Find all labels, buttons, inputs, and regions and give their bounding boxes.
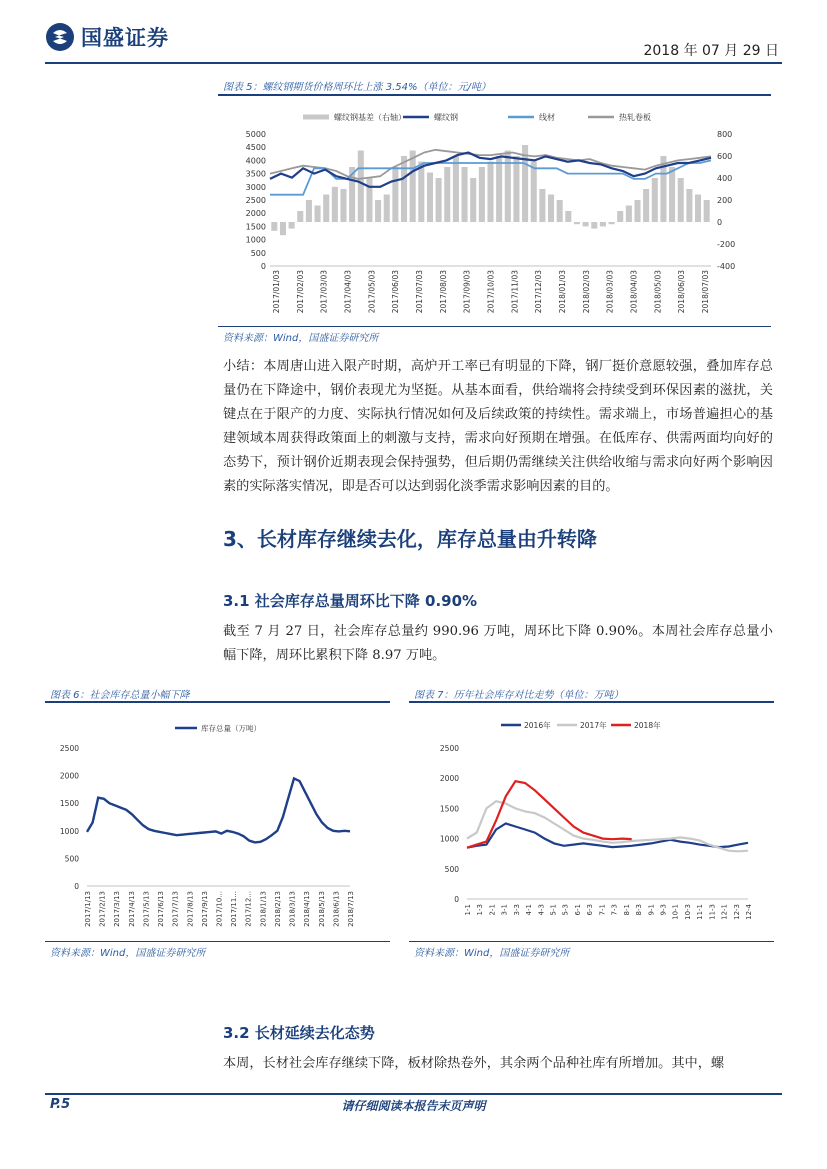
- legend-label-2: 线材: [539, 113, 555, 122]
- x-tick-label: 7-3: [610, 904, 619, 916]
- brand-logo-icon: [45, 22, 75, 52]
- y-tick: 1500: [59, 799, 79, 809]
- x-tick-label: 2018/7/13: [347, 891, 355, 927]
- basis-bar: [626, 206, 632, 223]
- x-tick-label: 2017/11/03: [510, 270, 520, 314]
- figure5-title: 图表 5：螺纹钢期货价格周环比上涨 3.54%（单位：元/吨）: [223, 82, 491, 93]
- y-tick-right: 600: [717, 152, 733, 161]
- x-tick-label: 2017/4/13: [127, 891, 136, 927]
- x-tick-label: 7-1: [598, 904, 607, 916]
- figure5-top-rule: [218, 94, 771, 96]
- x-tick-label: 2017/12/03: [534, 270, 544, 314]
- x-tick-label: 5-3: [561, 904, 570, 916]
- basis-bar: [280, 222, 286, 235]
- basis-bar: [522, 145, 528, 222]
- basis-bar: [427, 173, 433, 223]
- basis-bar: [617, 211, 623, 222]
- basis-bar: [470, 178, 476, 222]
- y-tick: 1500: [439, 804, 459, 814]
- legend-label-2: 2018年: [634, 721, 661, 730]
- y-tick-left: 4000: [245, 156, 266, 166]
- x-tick-label: 2017/09/03: [462, 270, 472, 314]
- x-tick-label: 2018/02/03: [581, 270, 591, 314]
- x-tick-label: 2017/08/03: [438, 270, 448, 314]
- x-tick-label: 2017/8/13: [186, 891, 195, 927]
- x-tick-label: 2-1: [488, 904, 497, 916]
- x-tick-label: 8-1: [622, 904, 631, 916]
- figure5-chart: [218, 100, 771, 322]
- x-tick-label: 2018/07/03: [701, 270, 710, 314]
- y-tick: 500: [64, 854, 79, 864]
- x-tick-label: 10-1: [671, 904, 680, 920]
- y-tick: 1000: [59, 826, 79, 836]
- basis-bar: [340, 189, 346, 222]
- basis-bar: [332, 187, 338, 222]
- basis-bar: [669, 167, 675, 222]
- basis-bar: [315, 206, 321, 223]
- basis-bar: [634, 200, 640, 222]
- x-tick-label: 2018/01/03: [558, 270, 567, 314]
- basis-bar: [401, 156, 407, 222]
- series-line-1: [467, 801, 748, 851]
- figure7-top-rule: [409, 701, 774, 703]
- figure5-bottom-rule: [218, 326, 771, 327]
- basis-bar: [487, 162, 493, 223]
- basis-bar: [557, 200, 563, 222]
- y-tick: 0: [74, 882, 79, 891]
- basis-bar: [686, 189, 692, 222]
- brand-logo: [45, 22, 169, 52]
- section3-heading: 3、长材库存继续去化，库存总量由升转降: [223, 527, 597, 551]
- y-tick-left: 1000: [245, 235, 266, 245]
- basis-bar: [609, 222, 615, 224]
- section32-paragraph: 本周，长材社会库存继续下降，板材除热卷外，其余两个品种社库有所增加。其中，螺: [223, 1056, 725, 1071]
- x-tick-label: 2018/06/03: [677, 270, 687, 314]
- basis-bar: [462, 167, 468, 222]
- basis-bar: [453, 156, 459, 222]
- x-tick-label: 2018/6/13: [332, 891, 341, 927]
- x-tick-label: 2017/07/03: [415, 270, 424, 314]
- x-tick-label: 2017/6/13: [157, 891, 166, 927]
- x-tick-label: 2018/1/13: [259, 891, 268, 927]
- figure5-source: 资料来源：Wind，国盛证券研究所: [223, 333, 379, 344]
- x-tick-label: 2018/04/03: [629, 270, 639, 314]
- y-tick-right: 0: [717, 218, 723, 227]
- basis-bar: [583, 222, 589, 226]
- y-tick-left: 0: [260, 262, 266, 271]
- x-tick-label: 12-4: [745, 904, 753, 920]
- y-tick: 0: [454, 895, 459, 904]
- y-tick: 2500: [439, 744, 459, 753]
- x-tick-label: 1-3: [476, 904, 485, 916]
- section32-heading: 3.2 长材延续去化态势: [223, 1024, 375, 1042]
- basis-bar: [323, 195, 329, 223]
- x-tick-label: 12-3: [732, 904, 741, 920]
- basis-bar: [297, 211, 303, 222]
- x-tick-label: 2018/05/03: [653, 270, 663, 314]
- x-tick-label: 2017/1/13: [84, 891, 92, 927]
- x-tick-label: 2017/06/03: [391, 270, 401, 314]
- x-tick-label: 2017/12...: [244, 891, 253, 927]
- basis-bar: [505, 151, 511, 223]
- y-tick-right: 200: [717, 196, 733, 205]
- y-tick: 2500: [59, 744, 79, 753]
- figure7-title: 图表 7：历年社会库存对比走势（单位：万吨）: [414, 690, 624, 701]
- x-tick-label: 2017/3/13: [113, 891, 122, 927]
- basis-bar: [704, 200, 710, 222]
- y-tick-right: -400: [717, 262, 736, 271]
- x-tick-label: 6-1: [573, 904, 582, 916]
- basis-bar: [565, 211, 571, 222]
- figure7-source: 资料来源：Wind，国盛证券研究所: [414, 948, 570, 959]
- y-tick-left: 2000: [245, 209, 266, 219]
- x-tick-label: 2017/11...: [230, 891, 239, 927]
- x-tick-label: 2017/2/13: [98, 891, 107, 927]
- figure6-title: 图表 6：社会库存总量小幅下降: [50, 690, 190, 701]
- x-tick-label: 2017/5/13: [142, 891, 151, 927]
- basis-bar: [418, 162, 424, 223]
- y-tick: 500: [444, 864, 459, 874]
- page-number: P.5: [50, 1097, 71, 1112]
- basis-bar: [496, 156, 502, 222]
- x-tick-label: 2017/7/13: [171, 891, 180, 927]
- basis-bar: [384, 195, 390, 223]
- basis-bar: [513, 156, 519, 222]
- basis-bar: [366, 178, 372, 222]
- basis-bar: [548, 195, 554, 223]
- y-tick-right: 400: [717, 174, 733, 183]
- y-tick: 2000: [439, 774, 459, 784]
- x-tick-label: 8-3: [635, 904, 644, 916]
- x-tick-label: 1-1: [464, 904, 472, 916]
- basis-bar: [289, 222, 295, 229]
- x-tick-label: 4-3: [537, 904, 546, 916]
- x-tick-label: 2018/03/03: [605, 270, 615, 314]
- basis-bar: [539, 189, 545, 222]
- basis-bar: [479, 167, 485, 222]
- disclaimer-note: 请仔细阅读本报告末页声明: [341, 1099, 486, 1113]
- x-tick-label: 9-3: [659, 904, 668, 916]
- y-tick: 1000: [439, 834, 459, 844]
- section31-heading: 3.1 社会库存总量周环比下降 0.90%: [223, 592, 478, 610]
- figure6-top-rule: [45, 701, 390, 703]
- x-tick-label: 11-1: [696, 904, 705, 920]
- figure7-bottom-rule: [409, 941, 774, 942]
- x-tick-label: 2017/03/03: [319, 270, 329, 314]
- y-tick-left: 4500: [245, 143, 266, 153]
- figure6-bottom-rule: [45, 941, 390, 942]
- basis-bar: [436, 178, 442, 222]
- x-tick-label: 11-3: [708, 904, 717, 920]
- basis-bar: [392, 167, 398, 222]
- basis-bar: [591, 222, 597, 229]
- basis-bar: [574, 222, 580, 224]
- x-tick-label: 2017/10/03: [486, 270, 496, 314]
- x-tick-label: 6-3: [586, 904, 595, 916]
- legend-label: 库存总量（万吨）: [201, 724, 261, 733]
- legend-label-0: 螺纹钢基差（右轴）: [334, 113, 406, 122]
- y-tick-right: 800: [717, 130, 733, 139]
- y-tick-left: 3500: [245, 169, 266, 179]
- y-tick-left: 3000: [245, 182, 266, 192]
- legend-label-1: 2017年: [580, 721, 607, 730]
- y-tick: 2000: [59, 771, 79, 781]
- x-tick-label: 10-3: [683, 904, 692, 920]
- basis-bar: [643, 189, 649, 222]
- legend-label-1: 螺纹钢: [434, 113, 458, 122]
- x-tick-label: 12-1: [720, 904, 729, 920]
- basis-bar: [358, 151, 364, 223]
- basis-bar: [678, 178, 684, 222]
- footer-divider: [45, 1093, 782, 1095]
- x-tick-label: 4-1: [525, 904, 534, 916]
- summary-paragraph: 小结：本周唐山进入限产时期，高炉开工率已有明显的下降，钢厂挺价意愿较强，叠加库存总量仍在下降途中，钢价表现尤为坚挺。从基本面看，供给端将会持续受到环保因素的滋扰，关键点在于限产的力度、实际执行情况如何及后续政策的持续性。需求端上，市场普遍担心的基建领域本周获得政策面上的刺激与支持，需求向好预期在增强。在低库存、供需两面均向好的态势下，预计钢价近期表现会保持强势，但后期仍需继续关注供给收缩与需求向好两个影响因素的实际落实情况，即是否可以达到弱化淡季需求影响因素的目的。: [223, 359, 773, 494]
- x-tick-label: 2017/02/03: [295, 270, 305, 314]
- figure6-chart: [45, 706, 390, 938]
- basis-bar: [600, 222, 606, 226]
- basis-bar: [531, 162, 537, 223]
- legend-label-0: 2016年: [524, 721, 551, 730]
- y-tick-right: -200: [717, 240, 736, 249]
- series-line: [87, 778, 350, 842]
- basis-bar: [271, 222, 277, 231]
- y-tick-left: 2500: [245, 196, 266, 205]
- x-tick-label: 2017/10...: [215, 891, 224, 927]
- x-tick-label: 2018/5/13: [317, 891, 326, 927]
- basis-bar: [652, 178, 658, 222]
- section31-paragraph: 截至 7 月 27 日，社会库存总量约 990.96 万吨，周环比下降 0.90%。本周社会库存总量小幅下降，周环比累积下降 8.97 万吨。: [223, 624, 773, 663]
- report-date: 2018 年 07 月 29 日: [643, 43, 779, 59]
- basis-bar: [410, 151, 416, 223]
- x-tick-label: 2018/2/13: [273, 891, 282, 927]
- x-tick-label: 3-1: [500, 904, 509, 916]
- basis-bar: [695, 195, 701, 223]
- basis-bar: [375, 200, 381, 222]
- x-tick-label: 2017/9/13: [200, 891, 209, 927]
- y-tick-left: 500: [250, 248, 266, 258]
- brand-name: 国盛证券: [81, 26, 169, 50]
- legend-label-3: 热轧卷板: [619, 113, 651, 122]
- y-tick-left: 5000: [245, 130, 266, 139]
- x-tick-label: 2017/04/03: [343, 270, 353, 314]
- figure6-source: 资料来源：Wind，国盛证券研究所: [50, 948, 206, 959]
- basis-bar: [306, 200, 312, 222]
- x-tick-label: 3-3: [512, 904, 521, 916]
- header-divider: [45, 62, 782, 64]
- figure7-chart: [409, 706, 774, 938]
- basis-bar: [444, 167, 450, 222]
- x-tick-label: 9-1: [647, 904, 656, 916]
- x-tick-label: 2017/05/03: [367, 270, 377, 314]
- y-tick-left: 1500: [245, 222, 266, 232]
- x-tick-label: 5-1: [549, 904, 558, 916]
- x-tick-label: 2017/01/03: [272, 270, 281, 314]
- x-tick-label: 2018/3/13: [288, 891, 297, 927]
- x-tick-label: 2018/4/13: [303, 891, 312, 927]
